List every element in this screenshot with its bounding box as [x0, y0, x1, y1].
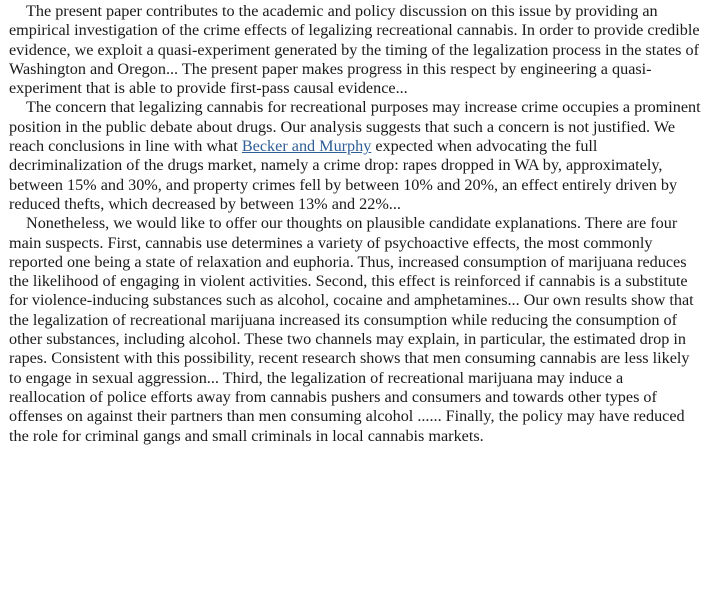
paragraph-crime-concern — [9, 98, 701, 214]
becker-murphy-link[interactable]: Becker and Murphy — [241, 137, 372, 156]
paragraph-crime-concern-tail: expected when advocating the full decriminalization of the drugs market, namely a crime drop: rapes dropped in WA by, approximately, between 15% and 30%, and property crimes fell by between 10% and 20%, an effect entirely driven by reduced thefts, which decreased by between 13% and 22%... — [9, 137, 678, 213]
paragraph-candidate-explanations: Nonetheless, we would like to offer our thoughts on plausible candidate explanations. There are four main suspects. First, cannabis use determines a variety of psychoactive effects, the most commonly reported one being a state of relaxation and euphoria. Thus, increased consumption of marijuana reduces the likelihood of engaging in violent activities. Second, this effect is reinforced if cannabis is a substitute for violence-inducing substances such as alcohol, cocaine and amphetamines... Our own results show that the legalization of recreational marijuana increased its consumption while reducing the consumption of other substances, including alcohol. These two channels may explain, in particular, the estimated drop in rapes. Consistent with this possibility, recent research shows that men consuming cannabis are less likely to engage in sexual aggression... Third, the legalization of recreational marijuana may induce a reallocation of police efforts away from cannabis pushers and consumers and towards other types of offenses on against their partners than men consuming alcohol ...... Finally, the policy may have reduced the role for criminal gangs and small criminals in local cannabis markets. — [9, 214, 694, 445]
paragraph-crime-concern-lead: The concern that legalizing cannabis for recreational purposes may increase crime occupies a prominent position in the public debate about drugs. Our analysis suggests that such a concern is not justified. We reach conclusions in line with what — [9, 98, 701, 156]
paragraph-legalization-study: The present paper contributes to the academic and policy discussion on this issue by providing an empirical investigation of the crime effects of legalizing recreational cannabis. In order to provide credible evidence, we exploit a quasi-experiment generated by the timing of the legalization process in the states of Washington and Oregon... The present paper makes progress in this respect by engineering a quasi-experiment that is able to provide first-pass causal evidence... — [9, 2, 700, 98]
